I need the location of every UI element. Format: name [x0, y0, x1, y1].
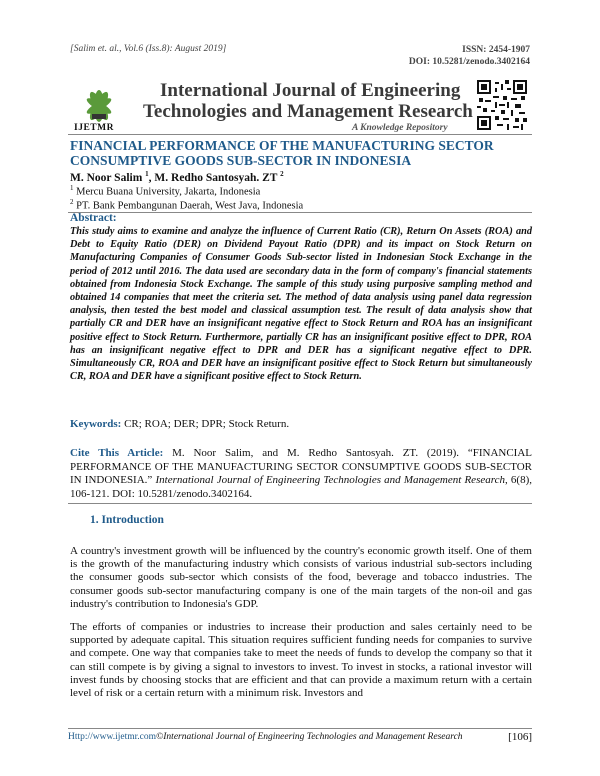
footer-rule: [68, 728, 532, 729]
page-footer: [68, 732, 532, 742]
cite-label: Cite This Article:: [70, 447, 164, 459]
affiliation-1-text: Mercu Buana University, Jakarta, Indonesia: [73, 186, 261, 198]
affiliation-1-mark: 1: [70, 184, 74, 192]
footer-copyright: ©International Journal of Engineering Technologies and Management Research: [156, 732, 463, 742]
cite-journal: International Journal of Engineering Technologies and Management Research: [155, 474, 505, 486]
author-2: , M. Redho Santosyah. ZT: [148, 171, 278, 184]
affiliation-1: [70, 184, 260, 198]
author-2-affiliation-mark: 2: [280, 170, 284, 178]
abstract-text: This study aims to examine and analyze the influence of Current Ratio (CR), Return On Assets (ROA) and Debt to Equity Ratio (DER) on Dividend Payout Ratio (DPR) and its impact on Stock Return on Manufacturing Companies of Consumer Goods Sub-sector listed in Indonesian Stock Exchange in the period of 2012 until 2016. The data used are secondary data in the form of company's financial statements obtained from Indonesia Stock Exchange. The sample of this study using purposive sampling method and obtained 14 companies that meet the criteria set. The method of data analysis using panel data regression analysis, then tested the best model and classical assumption test. The result of data analysis show that partially CR and DER have an insignificant negative effect to Stock Return and ROA has an insignificant positive effect to Stock Return. Furthermore, partially CR has an insignificant positive effect to DPR, ROA has an insignificant negative effect to DPR and DER has a significant negative effect to DPR. Simultaneously CR, ROA and DER have an insignificant positive effect to Stock Return but simultaneously CR, ROA and DER have a significant positive effect to Stock Return.: [70, 226, 532, 383]
paragraph-2: The efforts of companies or industries to increase their production and sales certainly need to be supported by adequate capital. This situation requires sufficient funding needs for companies to survive and compete. One way that companies take to meet the needs of funds to develop the company so that it can still compete is by giving a signal to investors to invest. To invest in stocks, a rational investor will invest funds by choosing stocks that are efficient and that can provide a maximum return with a certain level of risk or a certain return with a minimum risk. Investors and: [70, 621, 532, 700]
section-rule: [68, 503, 532, 504]
abstract-label: Abstract:: [70, 212, 117, 224]
article-title: FINANCIAL PERFORMANCE OF THE MANUFACTURING SECTOR CONSUMPTIVE GOODS SUB-SECTOR IN INDONESIA: [70, 138, 494, 168]
keywords: [70, 418, 289, 430]
cite-text: M. Noor Salim, and M. Redho Santosyah. ZT. (2019). “FINANCIAL PERFORMANCE OF THE MANUFACTURING SECTOR CONSUMPTIVE GOODS SUB-SECTOR IN INDONESIA.”: [70, 447, 533, 486]
authors: [70, 170, 284, 184]
paragraph-1: A country's investment growth will be influenced by the country's economic growth itself. One of them is the growth of the manufacturing industry which consists of various industrial sub-sectors including the consumer goods sub-sector which consists of the food, beverage and tobacco industries. The consumer goods sub-sector manufacturing company is one of the main targets of the non-oil and gas industry's contribution to Indonesia's GDP.: [70, 545, 532, 610]
page-number: [106]: [508, 731, 532, 743]
author-1-affiliation-mark: 1: [145, 170, 149, 178]
affiliation-2-text: PT. Bank Pembangunan Daerah, West Java, Indonesia: [73, 200, 304, 212]
qr-code-icon: [477, 80, 527, 130]
issn: ISSN: 2454-1907: [462, 45, 530, 55]
running-header-citation: [Salim et. al., Vol.6 (Iss.8): August 2019]: [70, 44, 227, 54]
citation-block: [70, 447, 532, 501]
keywords-label: Keywords:: [70, 418, 122, 430]
logo-text: IJETMR: [74, 123, 114, 133]
doi: DOI: 10.5281/zenodo.3402164: [408, 57, 530, 67]
journal-title-line1: International Journal of Engineering: [160, 80, 461, 101]
author-1: M. Noor Salim: [70, 171, 143, 184]
abstract-rule-top: [68, 212, 532, 213]
affiliation-2: [70, 198, 303, 212]
journal-title-line2: Technologies and Management Research: [143, 101, 473, 122]
footer-url-link[interactable]: Http://www.ijetmr.com: [68, 732, 157, 742]
keywords-text: CR; ROA; DER; DPR; Stock Return.: [121, 418, 290, 430]
running-header-ids: [409, 44, 530, 68]
section-heading-introduction: 1. Introduction: [90, 514, 164, 526]
cite-tail: , 6(8), 106-121. DOI: 10.5281/zenodo.3402164.: [70, 474, 532, 500]
affiliation-2-mark: 2: [70, 198, 74, 206]
journal-subtitle: A Knowledge Repository: [352, 123, 448, 133]
header-rule: [68, 134, 532, 135]
